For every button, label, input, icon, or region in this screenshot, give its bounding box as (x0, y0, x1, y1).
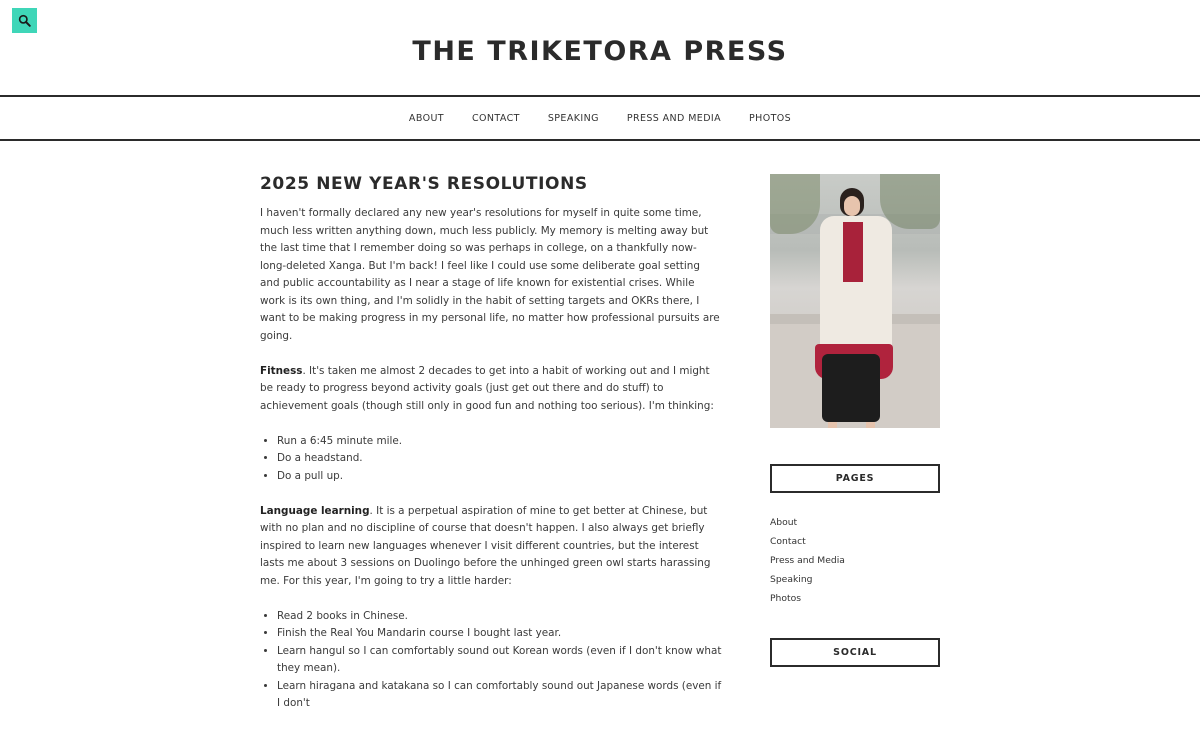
nav-item-contact[interactable]: CONTACT (472, 112, 520, 124)
language-text: . It is a perpetual aspiration of mine to get better at Chinese, but with no plan and no discipline of course that doesn't happen. I also always get briefly inspired to learn new languages whenever I visit different countries, but the interest lasts me about 3 sessions on Duolingo before the unhinged green owl starts harassing me. For this year, I'm going to try a little harder: (260, 504, 711, 587)
post-content (260, 174, 722, 730)
fitness-paragraph (260, 363, 722, 416)
site-title[interactable]: THE TRIKETORA PRESS (412, 36, 788, 67)
sidebar-page-speaking[interactable]: Speaking (770, 574, 813, 585)
fitness-text: . It's taken me almost 2 decades to get into a habit of working out and I might be ready to progress beyond activity goals (just get out there and do stuff) to achievement goals (though still only in good fun and nothing too serious). I'm thinking: (260, 364, 714, 412)
pages-widget-title: PAGES (770, 464, 940, 493)
fitness-label: Fitness (260, 364, 303, 377)
list-item: • Do a pull up. (277, 468, 722, 486)
language-list (277, 608, 722, 713)
sidebar-page-contact[interactable]: Contact (770, 536, 806, 547)
language-label: Language learning (260, 504, 370, 517)
language-paragraph (260, 503, 722, 591)
fitness-list (277, 433, 722, 486)
list-item: • Learn hiragana and katakana so I can comfortably sound out Japanese words (even if I don't (277, 678, 722, 713)
nav-item-speaking[interactable]: SPEAKING (547, 112, 599, 124)
sidebar (770, 174, 940, 667)
list-item: • Do a headstand. (277, 450, 722, 468)
nav-item-about[interactable]: ABOUT (408, 112, 445, 124)
nav-item-photos[interactable]: PHOTOS (749, 112, 792, 124)
sidebar-page-photos[interactable]: Photos (770, 593, 801, 604)
search-button[interactable] (12, 8, 37, 33)
post-intro-paragraph: I haven't formally declared any new year's resolutions for myself in quite some time, much less written anything down, much less publicly. My memory is melting away but the last time that I remember doing so was perhaps in college, on a thankfully now-long-deleted Xanga. But I'm back! I feel like I could use some deliberate goal setting and public accountability as I near a stage of life known for existential crises. While work is its own thing, and I'm solidly in the habit of setting targets and OKRs there, I want to be making progress in my personal life, no matter how professional pursuits are going. (260, 207, 720, 342)
list-item: • Run a 6:45 minute mile. (277, 433, 722, 451)
sidebar-page-about[interactable]: About (770, 517, 798, 528)
list-item: • Read 2 books in Chinese. (277, 608, 722, 626)
post-title[interactable]: 2025 NEW YEAR'S RESOLUTIONS (260, 174, 588, 194)
sidebar-page-press-and-media[interactable]: Press and Media (770, 555, 845, 566)
pages-list (770, 513, 940, 608)
nav-item-press-and-media[interactable]: PRESS AND MEDIA (626, 112, 722, 124)
social-widget-title: SOCIAL (770, 638, 940, 667)
main-nav (0, 95, 1200, 141)
search-icon (18, 14, 31, 27)
author-photo (770, 174, 940, 428)
list-item: • Learn hangul so I can comfortably sound out Korean words (even if I don't know what they mean). (277, 643, 722, 678)
list-item: • Finish the Real You Mandarin course I bought last year. (277, 625, 722, 643)
